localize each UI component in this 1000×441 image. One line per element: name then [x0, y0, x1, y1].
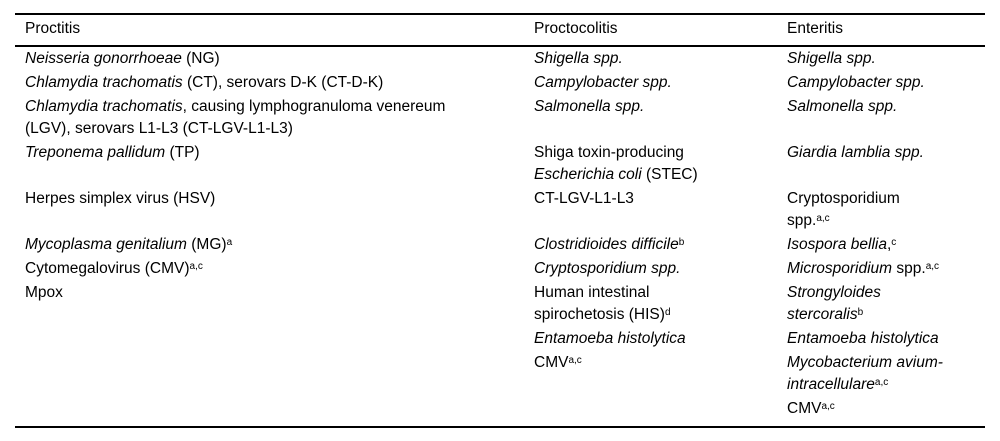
table-cell: [15, 71, 534, 95]
text-segment: Mycobacterium avium-: [787, 354, 943, 371]
text-segment: Chlamydia trachomatis: [25, 98, 183, 115]
table-cell: [15, 141, 534, 187]
text-segment: intracellulare: [787, 376, 875, 393]
table-cell: [787, 351, 985, 397]
table-cell: [787, 187, 985, 233]
table-cell: [787, 257, 985, 281]
table-row: [15, 281, 985, 327]
footnote-marker: a: [226, 236, 233, 248]
footnote-marker: d: [664, 306, 671, 318]
text-segment: spp.: [787, 212, 817, 229]
table-cell: [15, 95, 534, 141]
table-cell: [15, 327, 534, 351]
text-segment: Cryptosporidium spp.: [534, 260, 681, 277]
table-cell: [787, 233, 985, 257]
text-segment: Microsporidium: [787, 260, 893, 277]
table-row: [15, 187, 985, 233]
text-segment: Salmonella spp.: [534, 98, 645, 115]
text-segment: Shigella spp.: [534, 50, 623, 67]
table-cell: [534, 351, 787, 397]
table-cell: [15, 281, 534, 327]
text-segment: Cryptosporidium: [787, 190, 900, 207]
text-segment: Treponema pallidum: [25, 144, 166, 161]
text-segment: CT-LGV-L1-L3: [534, 190, 634, 207]
table-row: [15, 257, 985, 281]
text-segment: Cytomegalovirus (CMV): [25, 260, 190, 277]
text-segment: (CT), serovars D-K (CT-D-K): [182, 74, 384, 91]
text-segment: stercoralis: [787, 306, 858, 323]
table-cell: [534, 95, 787, 141]
text-segment: Chlamydia trachomatis: [25, 74, 183, 91]
table-cell: [15, 397, 534, 427]
text-segment: Mpox: [25, 284, 63, 301]
text-segment: Human intestinal: [534, 284, 650, 301]
table-cell: [787, 397, 985, 427]
table-row: [15, 351, 985, 397]
text-segment: Giardia lamblia spp.: [787, 144, 924, 161]
table-cell: [787, 327, 985, 351]
text-segment: Entamoeba histolytica: [534, 330, 686, 347]
table-cell: [534, 327, 787, 351]
table-row: [15, 233, 985, 257]
text-segment: CMV: [787, 400, 822, 417]
table-cell: [15, 351, 534, 397]
table-cell: [534, 141, 787, 187]
text-segment: spirochetosis (HIS): [534, 306, 665, 323]
footnote-marker: a,c: [874, 376, 889, 388]
text-segment: Shiga toxin-producing: [534, 144, 684, 161]
text-segment: Isospora bellia: [787, 236, 887, 253]
text-segment: Salmonella spp.: [787, 98, 898, 115]
footnote-marker: a,c: [189, 260, 203, 272]
etiologies-table: [15, 13, 985, 428]
table-row: [15, 397, 985, 427]
text-segment: Escherichia coli: [534, 166, 642, 183]
footnote-marker: b: [678, 236, 685, 248]
table-row: [15, 141, 985, 187]
table-header: [15, 14, 985, 46]
table-body: [15, 46, 985, 427]
text-segment: spp.: [892, 260, 926, 277]
column-header-proctocolitis: Proctocolitis: [534, 14, 787, 46]
table-cell: [534, 397, 787, 427]
table-cell: [534, 257, 787, 281]
text-segment: Entamoeba histolytica: [787, 330, 939, 347]
text-segment: Campylobacter spp.: [534, 74, 672, 91]
footnote-marker: c: [891, 236, 897, 248]
header-row: [15, 14, 985, 46]
footnote-marker: a,c: [816, 212, 830, 224]
text-segment: (LGV), serovars L1-L3 (CT-LGV-L1-L3): [25, 120, 293, 137]
text-segment: Clostridioides difficile: [534, 236, 679, 253]
paper-table-page: [0, 13, 1000, 441]
table-cell: [534, 46, 787, 71]
table-cell: [15, 233, 534, 257]
text-segment: Neisseria gonorrhoeae: [25, 50, 182, 67]
footnote-marker: a,c: [925, 260, 940, 272]
text-segment: Herpes simplex virus (HSV): [25, 190, 216, 207]
column-header-proctitis: Proctitis: [15, 14, 534, 46]
text-segment: Mycoplasma genitalium: [25, 236, 187, 253]
footnote-marker: b: [857, 306, 864, 318]
table-row: [15, 71, 985, 95]
text-segment: Strongyloides: [787, 284, 881, 301]
table-cell: [15, 257, 534, 281]
table-cell: [787, 71, 985, 95]
table-row: [15, 46, 985, 71]
text-segment: , causing lymphogranuloma venereum: [182, 98, 446, 115]
text-segment: (MG): [186, 236, 227, 253]
table-cell: [534, 281, 787, 327]
table-cell: [787, 95, 985, 141]
table-row: [15, 95, 985, 141]
table-cell: [787, 46, 985, 71]
text-segment: (TP): [165, 144, 200, 161]
table-cell: [787, 141, 985, 187]
text-segment: (STEC): [641, 166, 698, 183]
table-cell: [787, 281, 985, 327]
column-header-enteritis: Enteritis: [787, 14, 985, 46]
table-cell: [534, 187, 787, 233]
text-segment: Campylobacter spp.: [787, 74, 925, 91]
table-cell: [534, 233, 787, 257]
text-segment: CMV: [534, 354, 569, 371]
footnote-marker: a,c: [821, 400, 835, 412]
table-cell: [15, 187, 534, 233]
footnote-marker: a,c: [568, 354, 582, 366]
table-cell: [534, 71, 787, 95]
text-segment: (NG): [181, 50, 220, 67]
table-row: [15, 327, 985, 351]
text-segment: ,: [886, 236, 892, 253]
text-segment: Shigella spp.: [787, 50, 876, 67]
table-cell: [15, 46, 534, 71]
